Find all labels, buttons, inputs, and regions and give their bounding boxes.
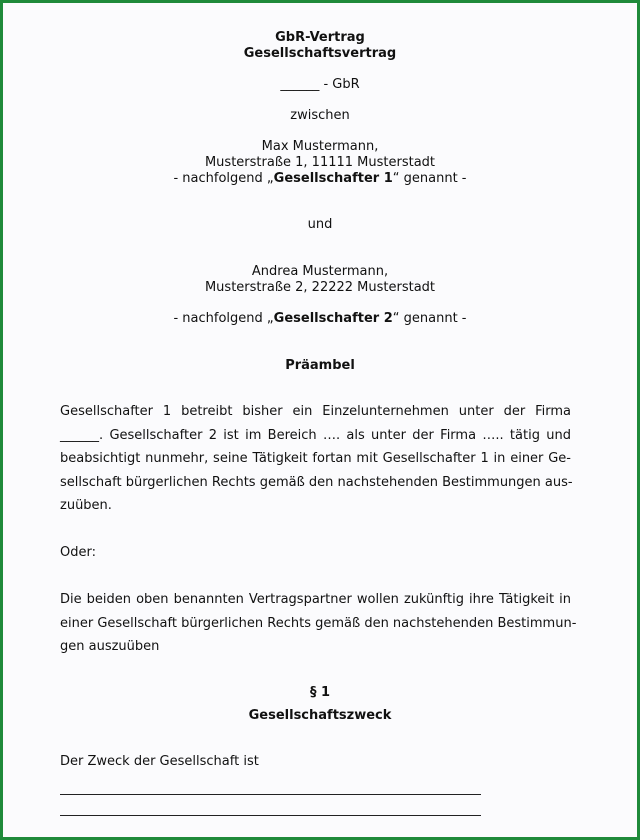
party2-address: Musterstraße 2, 22222 Musterstadt bbox=[204, 280, 436, 295]
document-page bbox=[3, 3, 637, 837]
party2-role-suffix: “ genannt - bbox=[392, 311, 467, 326]
alternative-line: gen auszuüben bbox=[60, 639, 160, 654]
party1-role-suffix: “ genannt - bbox=[392, 171, 467, 186]
contract-subtitle: Gesellschaftsvertrag bbox=[243, 46, 397, 61]
section1-text-block bbox=[60, 750, 571, 774]
preamble-line: ______. Gesellschafter 2 ist im Bereich …. als unter der Firma ….. tätig und bbox=[60, 427, 571, 443]
section1-text: Der Zweck der Gesellschaft ist bbox=[60, 754, 259, 769]
party1-role-prefix: - nachfolgend „ bbox=[173, 171, 274, 186]
contract-title: GbR-Vertrag bbox=[275, 30, 365, 45]
alternative-line: Die beiden oben benannten Vertragspartner wollen zukünftig ihre Tätigkeit in bbox=[60, 592, 571, 607]
party2-role bbox=[3, 311, 637, 327]
and-label: und bbox=[307, 217, 333, 232]
or-text: Oder: bbox=[60, 545, 96, 560]
blank-line-1 bbox=[60, 794, 481, 795]
party1-address: Musterstraße 1, 11111 Musterstadt bbox=[204, 155, 436, 170]
alternative-line: einer Gesellschaft bürgerlichen Rechts gemäß den nachstehenden Bestimmun- bbox=[60, 615, 577, 631]
party1-role-bold: Gesellschafter 1 bbox=[273, 171, 393, 186]
section1-title: Gesellschaftszweck bbox=[248, 708, 392, 723]
party2-role-prefix: - nachfolgend „ bbox=[173, 311, 274, 326]
between-label: zwischen bbox=[290, 108, 350, 123]
party2-role-bold: Gesellschafter 2 bbox=[273, 311, 393, 326]
preamble-heading: Präambel bbox=[285, 358, 355, 373]
party2-name: Andrea Mustermann, bbox=[251, 264, 389, 279]
party1-name: Max Mustermann, bbox=[261, 139, 379, 154]
gbr-name-line: ______ - GbR bbox=[280, 77, 360, 92]
section1-number: § 1 bbox=[309, 685, 331, 700]
preamble-line: zuüben. bbox=[60, 498, 112, 513]
or-label bbox=[60, 541, 571, 565]
blank-line-2 bbox=[60, 815, 481, 816]
preamble-line: beabsichtigt nunmehr, seine Tätigkeit fortan mit Gesellschafter 1 in einer Ge- bbox=[60, 451, 571, 466]
preamble-line: Gesellschafter 1 betreibt bisher ein Einzelunternehmen unter der Firma bbox=[60, 404, 571, 419]
alternative-paragraph bbox=[60, 588, 577, 659]
preamble-line: sellschaft bürgerlichen Rechts gemäß den nachstehenden Bestimmungen aus- bbox=[60, 474, 573, 490]
preamble-paragraph bbox=[60, 400, 571, 518]
party1-role bbox=[3, 171, 637, 187]
